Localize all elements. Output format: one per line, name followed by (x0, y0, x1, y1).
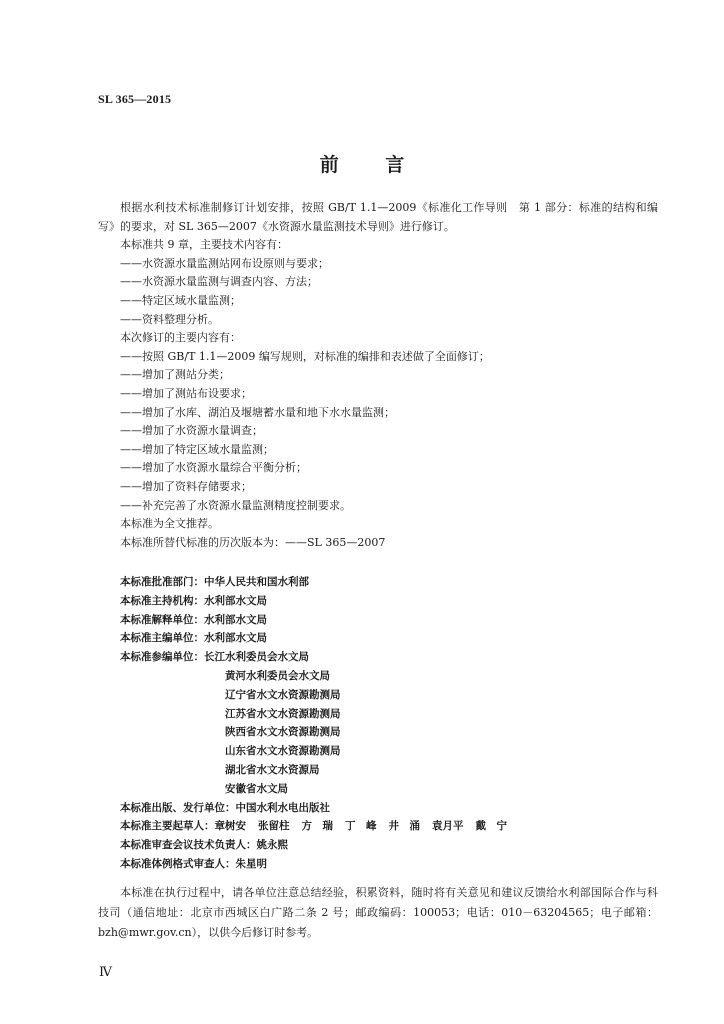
revision-item: ——增加了测站布设要求； (120, 386, 252, 400)
drafter-name: 方 瑞 (301, 820, 333, 833)
footer-paragraph: 本标准在执行过程中，请各单位注意总结经验，积累资料，随时将有关意见和建议反馈给水利部国际合作与科技司（通信地址：北京市西城区白广路二条 2 号；邮政编码：100053；电话：010－63204565；电子邮箱：bzh@mwr.gov.cn），以供今后修订时参考。 (98, 886, 658, 939)
drafters-line (120, 817, 640, 836)
approval-line: 本标准批准部门：中华人民共和国水利部 (120, 576, 309, 588)
revision-item: ——补充完善了水资源水量监测精度控制要求。 (120, 498, 351, 512)
revision-item: ——按照 GB/T 1.1—2009 编写规则，对标准的编排和表述做了全面修订； (120, 349, 490, 363)
drafters-label: 本标准主要起草人： (120, 820, 215, 833)
chapters-intro: 本标准共 9 章，主要技术内容有： (120, 238, 288, 252)
chapter-item: ——水资源水量监测站网布设原则与要求； (120, 256, 329, 270)
participant-unit: 湖北省水文水资源局 (225, 763, 320, 776)
participant-unit: 黄河水利委员会水文局 (225, 669, 330, 682)
revision-item: ——增加了水资源水量调查； (120, 424, 263, 438)
format-reviewer-line: 本标准体例格式审查人：朱星明 (120, 857, 267, 870)
interpret-line: 本标准解释单位：水利部水文局 (120, 613, 267, 626)
page-title: 前 言 (319, 154, 425, 176)
drafter-name: 袁月平 (432, 820, 464, 833)
intro-paragraph: 根据水利技术标准制修订计划安排，按照 GB/T 1.1—2009《标准化工作导则 第 1 部分：标准的结构和编写》的要求，对 SL 365—2007《水资源水量监测技术导则》进行修订。 (98, 201, 658, 233)
participant-unit: 陕西省水文水资源勘测局 (225, 726, 341, 739)
preface-body (98, 199, 658, 552)
publisher-line: 本标准出版、发行单位：中国水利水电出版社 (120, 801, 330, 814)
participant-unit: 安徽省水文局 (225, 782, 288, 795)
revision-item: ——增加了特定区域水量监测； (120, 442, 274, 456)
chapter-item: ——特定区域水量监测； (120, 293, 241, 307)
standard-info (120, 573, 640, 874)
editor-line: 本标准主编单位：水利部水文局 (120, 632, 267, 645)
revision-item: ——增加了测站分类； (120, 368, 230, 382)
recommend-line: 本标准为全文推荐。 (120, 517, 219, 531)
revision-intro: 本次修订的主要内容有： (120, 331, 241, 345)
drafter-name: 张留柱 (258, 820, 290, 833)
participant-unit: 江苏省水文水资源勘测局 (225, 707, 341, 720)
history-line: 本标准所替代标准的历次版本为：——SL 365—2007 (120, 535, 386, 549)
revision-item: ——增加了水库、湖泊及堰塘蓄水量和地下水水量监测； (120, 405, 395, 419)
reviewer-line: 本标准审查会议技术负责人：姚永熙 (120, 839, 288, 852)
page-number: Ⅳ (99, 964, 112, 979)
host-line: 本标准主持机构：水利部水文局 (120, 594, 267, 607)
participant-unit: 辽宁省水文水资源勘测局 (225, 688, 341, 701)
revision-item: ——增加了水资源水量综合平衡分析； (120, 461, 307, 475)
chapter-item: ——水资源水量监测与调查内容、方法； (120, 275, 318, 289)
drafter-name: 丁 峰 (345, 820, 377, 833)
revision-item: ——增加了资料存储要求； (120, 479, 252, 493)
footer-note (98, 883, 658, 943)
participant-unit: 长江水利委员会水文局 (204, 651, 309, 664)
drafter-name: 戴 宁 (475, 820, 507, 833)
participants-label: 本标准参编单位： (120, 651, 204, 664)
participant-unit: 山东省水文水资源勘测局 (225, 745, 341, 758)
drafter-name: 井 涌 (388, 820, 420, 833)
standard-code: SL 365—2015 (98, 92, 172, 106)
drafter-name: 章树安 (214, 820, 246, 833)
participants-line (120, 648, 640, 667)
chapter-item: ——资料整理分析。 (120, 312, 219, 326)
